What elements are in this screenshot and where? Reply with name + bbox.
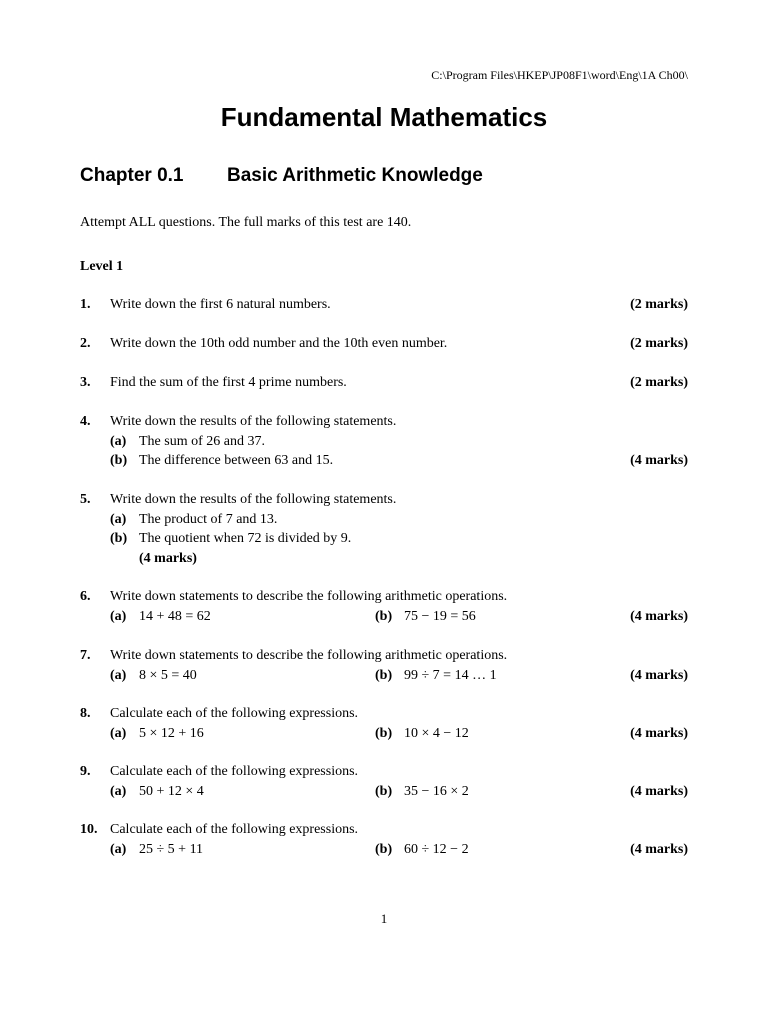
marks-label: (4 marks) [630, 783, 688, 799]
part-a-label: (a) [110, 511, 127, 527]
question-number: 1. [80, 297, 91, 312]
question-7 [0, 648, 768, 687]
marks-label: (2 marks) [630, 297, 688, 312]
part-b-label: (b) [375, 841, 393, 857]
part-b-label: (b) [110, 531, 128, 546]
marks-label: (4 marks) [630, 667, 688, 683]
part-a-label: (a) [110, 433, 127, 449]
part-a-expression: 14 + 48 = 62 [139, 608, 211, 624]
marks-label: (2 marks) [630, 336, 688, 351]
instructions: Attempt ALL questions. The full marks of this test are 140. [80, 215, 412, 230]
part-a-expression: 5 × 12 + 16 [139, 725, 204, 741]
question-number: 6. [80, 589, 91, 604]
part-b-text: The difference between 63 and 15. [139, 453, 334, 468]
chapter-title: Basic Arithmetic Knowledge [227, 165, 483, 186]
question-number: 7. [80, 648, 91, 663]
question-text: Calculate each of the following expressions. [110, 764, 359, 779]
question-text: Find the sum of the first 4 prime numbers. [110, 375, 347, 390]
question-6 [0, 589, 768, 628]
marks-label: (4 marks) [630, 608, 688, 624]
question-4 [0, 414, 768, 473]
question-text: Write down statements to describe the following arithmetic operations. [110, 589, 508, 604]
part-a-expression: 50 + 12 × 4 [139, 783, 204, 799]
question-text: Write down the first 6 natural numbers. [110, 297, 331, 312]
question-5 [0, 492, 768, 570]
part-b-label: (b) [375, 608, 393, 624]
file-path-header: C:\Program Files\HKEP\JP08F1\word\Eng\1A Ch00\ [431, 68, 688, 82]
part-b-label: (b) [375, 725, 393, 741]
question-10 [0, 822, 768, 861]
part-b-expression: 10 × 4 − 12 [404, 725, 469, 741]
marks-label: (4 marks) [630, 841, 688, 857]
question-9 [0, 764, 768, 803]
question-3 [0, 375, 768, 395]
question-text: Write down the results of the following statements. [110, 492, 397, 507]
question-number: 8. [80, 706, 91, 721]
question-number: 4. [80, 414, 91, 429]
question-number: 9. [80, 764, 91, 779]
part-b-expression: 75 − 19 = 56 [404, 608, 476, 624]
part-a-label: (a) [110, 841, 127, 857]
part-b-expression: 99 ÷ 7 = 14 … 1 [404, 667, 497, 683]
part-a-label: (a) [110, 608, 127, 624]
question-text: Write down the 10th odd number and the 10th even number. [110, 336, 448, 351]
question-text: Write down the results of the following statements. [110, 414, 397, 429]
part-a-expression: 8 × 5 = 40 [139, 667, 197, 683]
marks-label: (4 marks) [139, 550, 197, 566]
question-8 [0, 706, 768, 745]
question-text: Calculate each of the following expressions. [110, 822, 359, 837]
part-b-label: (b) [375, 667, 393, 683]
part-a-label: (a) [110, 725, 127, 741]
question-2 [0, 336, 768, 356]
level-heading: Level 1 [80, 259, 124, 274]
page-number: 1 [380, 911, 388, 926]
chapter-number: Chapter 0.1 [80, 165, 184, 186]
part-b-expression: 60 ÷ 12 − 2 [404, 841, 469, 857]
question-number: 10. [80, 822, 98, 837]
document-title: Fundamental Mathematics [220, 102, 548, 132]
part-a-expression: 25 ÷ 5 + 11 [139, 841, 204, 857]
question-number: 2. [80, 336, 91, 351]
part-b-text: The quotient when 72 is divided by 9. [139, 531, 352, 546]
question-text: Calculate each of the following expressions. [110, 706, 359, 721]
part-a-text: The product of 7 and 13. [139, 511, 278, 527]
part-b-label: (b) [110, 453, 128, 468]
part-a-text: The sum of 26 and 37. [139, 433, 265, 449]
part-a-label: (a) [110, 667, 127, 683]
question-1 [0, 297, 768, 317]
marks-label: (4 marks) [630, 725, 688, 741]
marks-label: (2 marks) [630, 375, 688, 390]
marks-label: (4 marks) [630, 453, 688, 468]
part-a-label: (a) [110, 783, 127, 799]
question-number: 3. [80, 375, 91, 390]
question-number: 5. [80, 492, 91, 507]
part-b-expression: 35 − 16 × 2 [404, 783, 469, 799]
part-b-label: (b) [375, 783, 393, 799]
question-text: Write down statements to describe the following arithmetic operations. [110, 648, 508, 663]
